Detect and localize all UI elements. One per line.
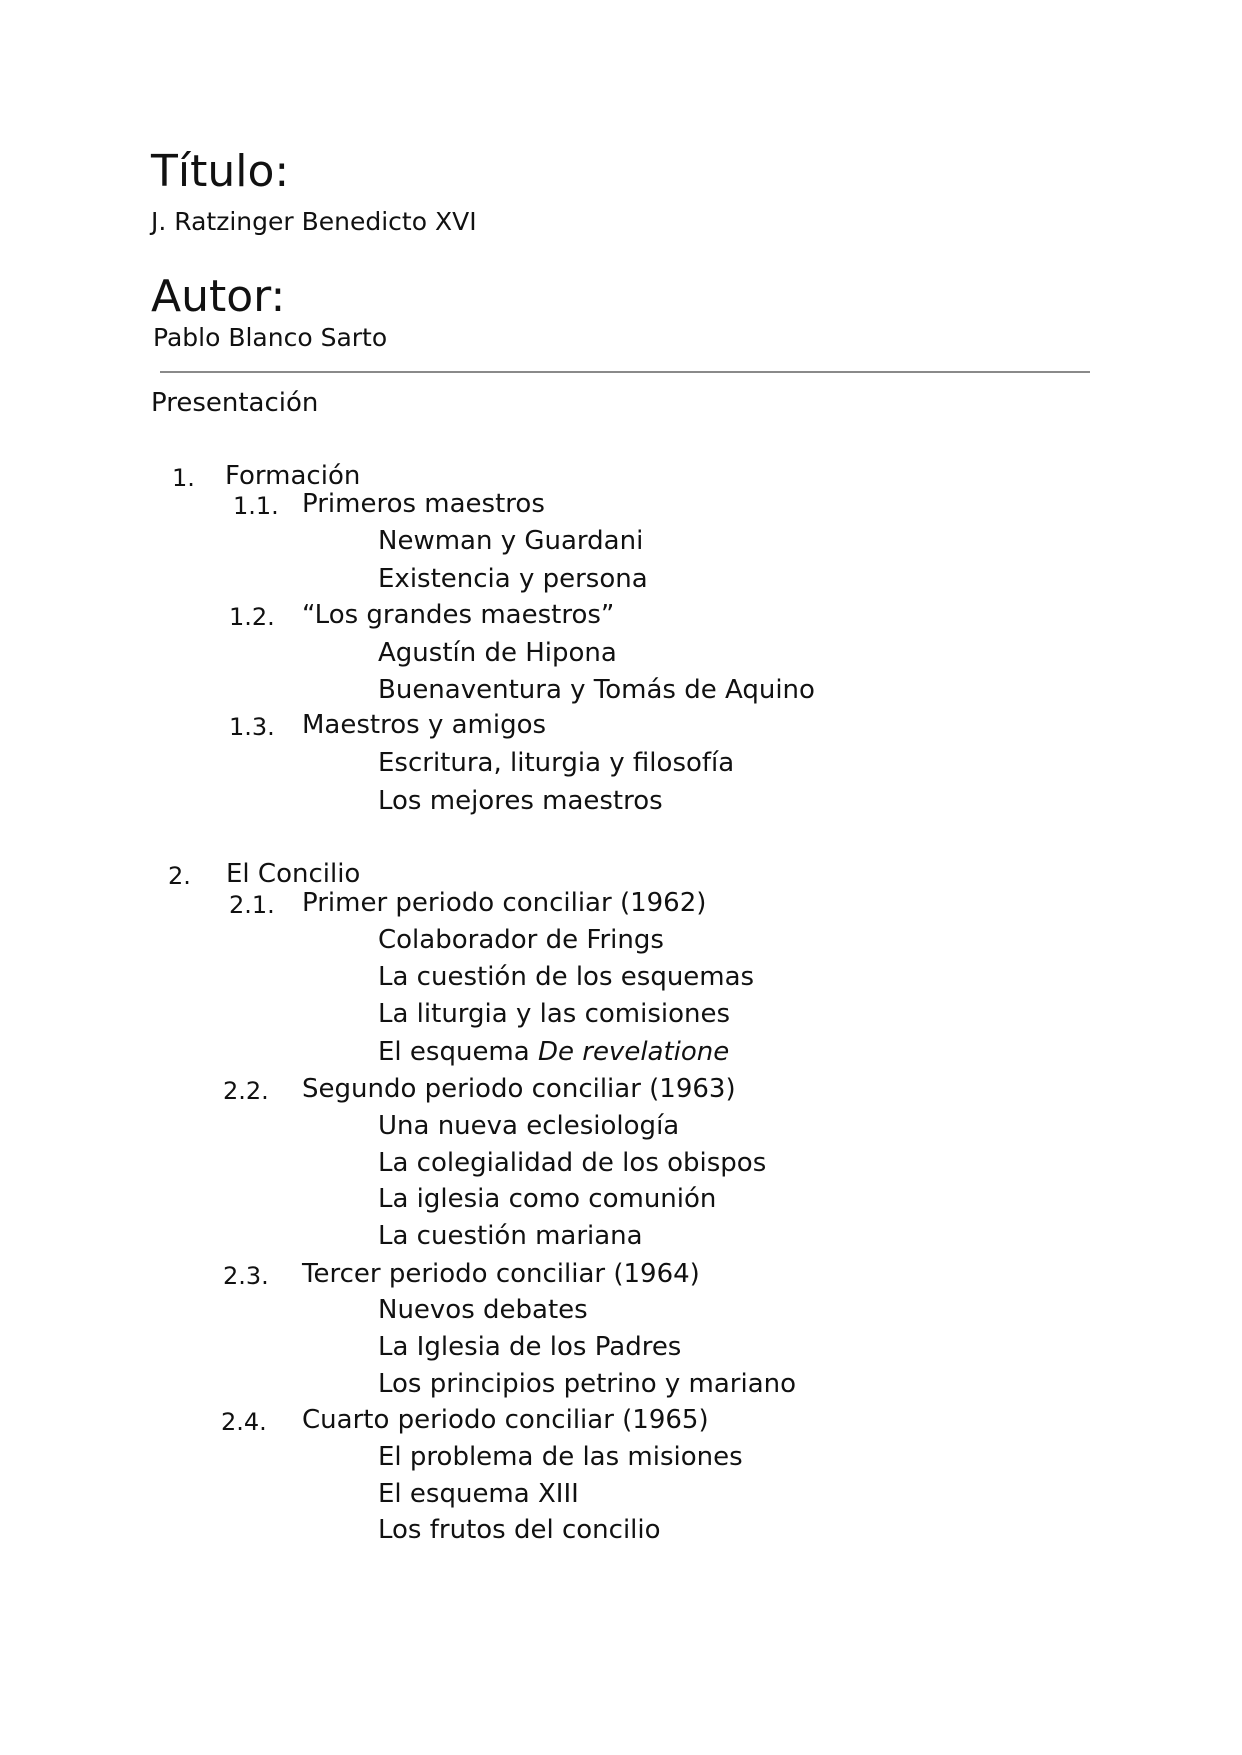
author-value: Pablo Blanco Sarto bbox=[153, 323, 388, 352]
title-label: Título: bbox=[151, 146, 290, 197]
subsection-item: Colaborador de Frings bbox=[378, 925, 664, 955]
chapter-number: 2. bbox=[168, 862, 191, 890]
subsection-item: El problema de las misiones bbox=[378, 1442, 743, 1472]
subsection-item: Newman y Guardani bbox=[378, 526, 644, 556]
section-number: 2.3. bbox=[223, 1262, 269, 1290]
subsection-item: Agustín de Hipona bbox=[378, 638, 617, 668]
section-number: 1.1. bbox=[233, 492, 279, 520]
section-title: Segundo periodo conciliar (1963) bbox=[302, 1074, 736, 1104]
section-number: 2.1. bbox=[229, 891, 275, 919]
subsection-item: La cuestión de los esquemas bbox=[378, 962, 755, 992]
section-title: Primeros maestros bbox=[302, 489, 545, 519]
subsection-item: Nuevos debates bbox=[378, 1295, 588, 1325]
subsection-item: La colegialidad de los obispos bbox=[378, 1148, 767, 1178]
section-title: Primer periodo conciliar (1962) bbox=[302, 888, 707, 918]
title-value: J. Ratzinger Benedicto XVI bbox=[151, 207, 477, 236]
subsection-item: Los frutos del concilio bbox=[378, 1515, 661, 1545]
horizontal-divider bbox=[160, 371, 1090, 373]
subsection-item: Los principios petrino y mariano bbox=[378, 1369, 797, 1399]
subsection-item: Buenaventura y Tomás de Aquino bbox=[378, 675, 815, 705]
subsection-item: La iglesia como comunión bbox=[378, 1184, 717, 1214]
chapter-number: 1. bbox=[172, 464, 195, 492]
subsection-item: Existencia y persona bbox=[378, 564, 648, 594]
item-italic-title: De revelatione bbox=[537, 1037, 730, 1067]
section-number: 2.2. bbox=[223, 1077, 269, 1105]
subsection-item: Los mejores maestros bbox=[378, 786, 663, 816]
section-title: Tercer periodo conciliar (1964) bbox=[302, 1259, 700, 1289]
chapter-title: El Concilio bbox=[226, 859, 361, 889]
author-label: Autor: bbox=[151, 271, 286, 322]
section-title: Cuarto periodo conciliar (1965) bbox=[302, 1405, 709, 1435]
section-number: 1.3. bbox=[229, 713, 275, 741]
subsection-item: La cuestión mariana bbox=[378, 1221, 643, 1251]
subsection-item: Escritura, liturgia y filosofía bbox=[378, 748, 735, 778]
section-number: 1.2. bbox=[229, 603, 275, 631]
subsection-item: El esquema XIII bbox=[378, 1479, 579, 1509]
item-prefix: El esquema bbox=[378, 1037, 538, 1067]
subsection-item: Una nueva eclesiología bbox=[378, 1111, 680, 1141]
subsection-item: La Iglesia de los Padres bbox=[378, 1332, 682, 1362]
toc-presentation: Presentación bbox=[151, 388, 319, 418]
section-number: 2.4. bbox=[221, 1408, 267, 1436]
subsection-item: La liturgia y las comisiones bbox=[378, 999, 731, 1029]
subsection-item bbox=[378, 1039, 729, 1065]
chapter-title: Formación bbox=[225, 461, 361, 491]
section-title: Maestros y amigos bbox=[302, 710, 547, 740]
section-title: “Los grandes maestros” bbox=[302, 600, 615, 630]
